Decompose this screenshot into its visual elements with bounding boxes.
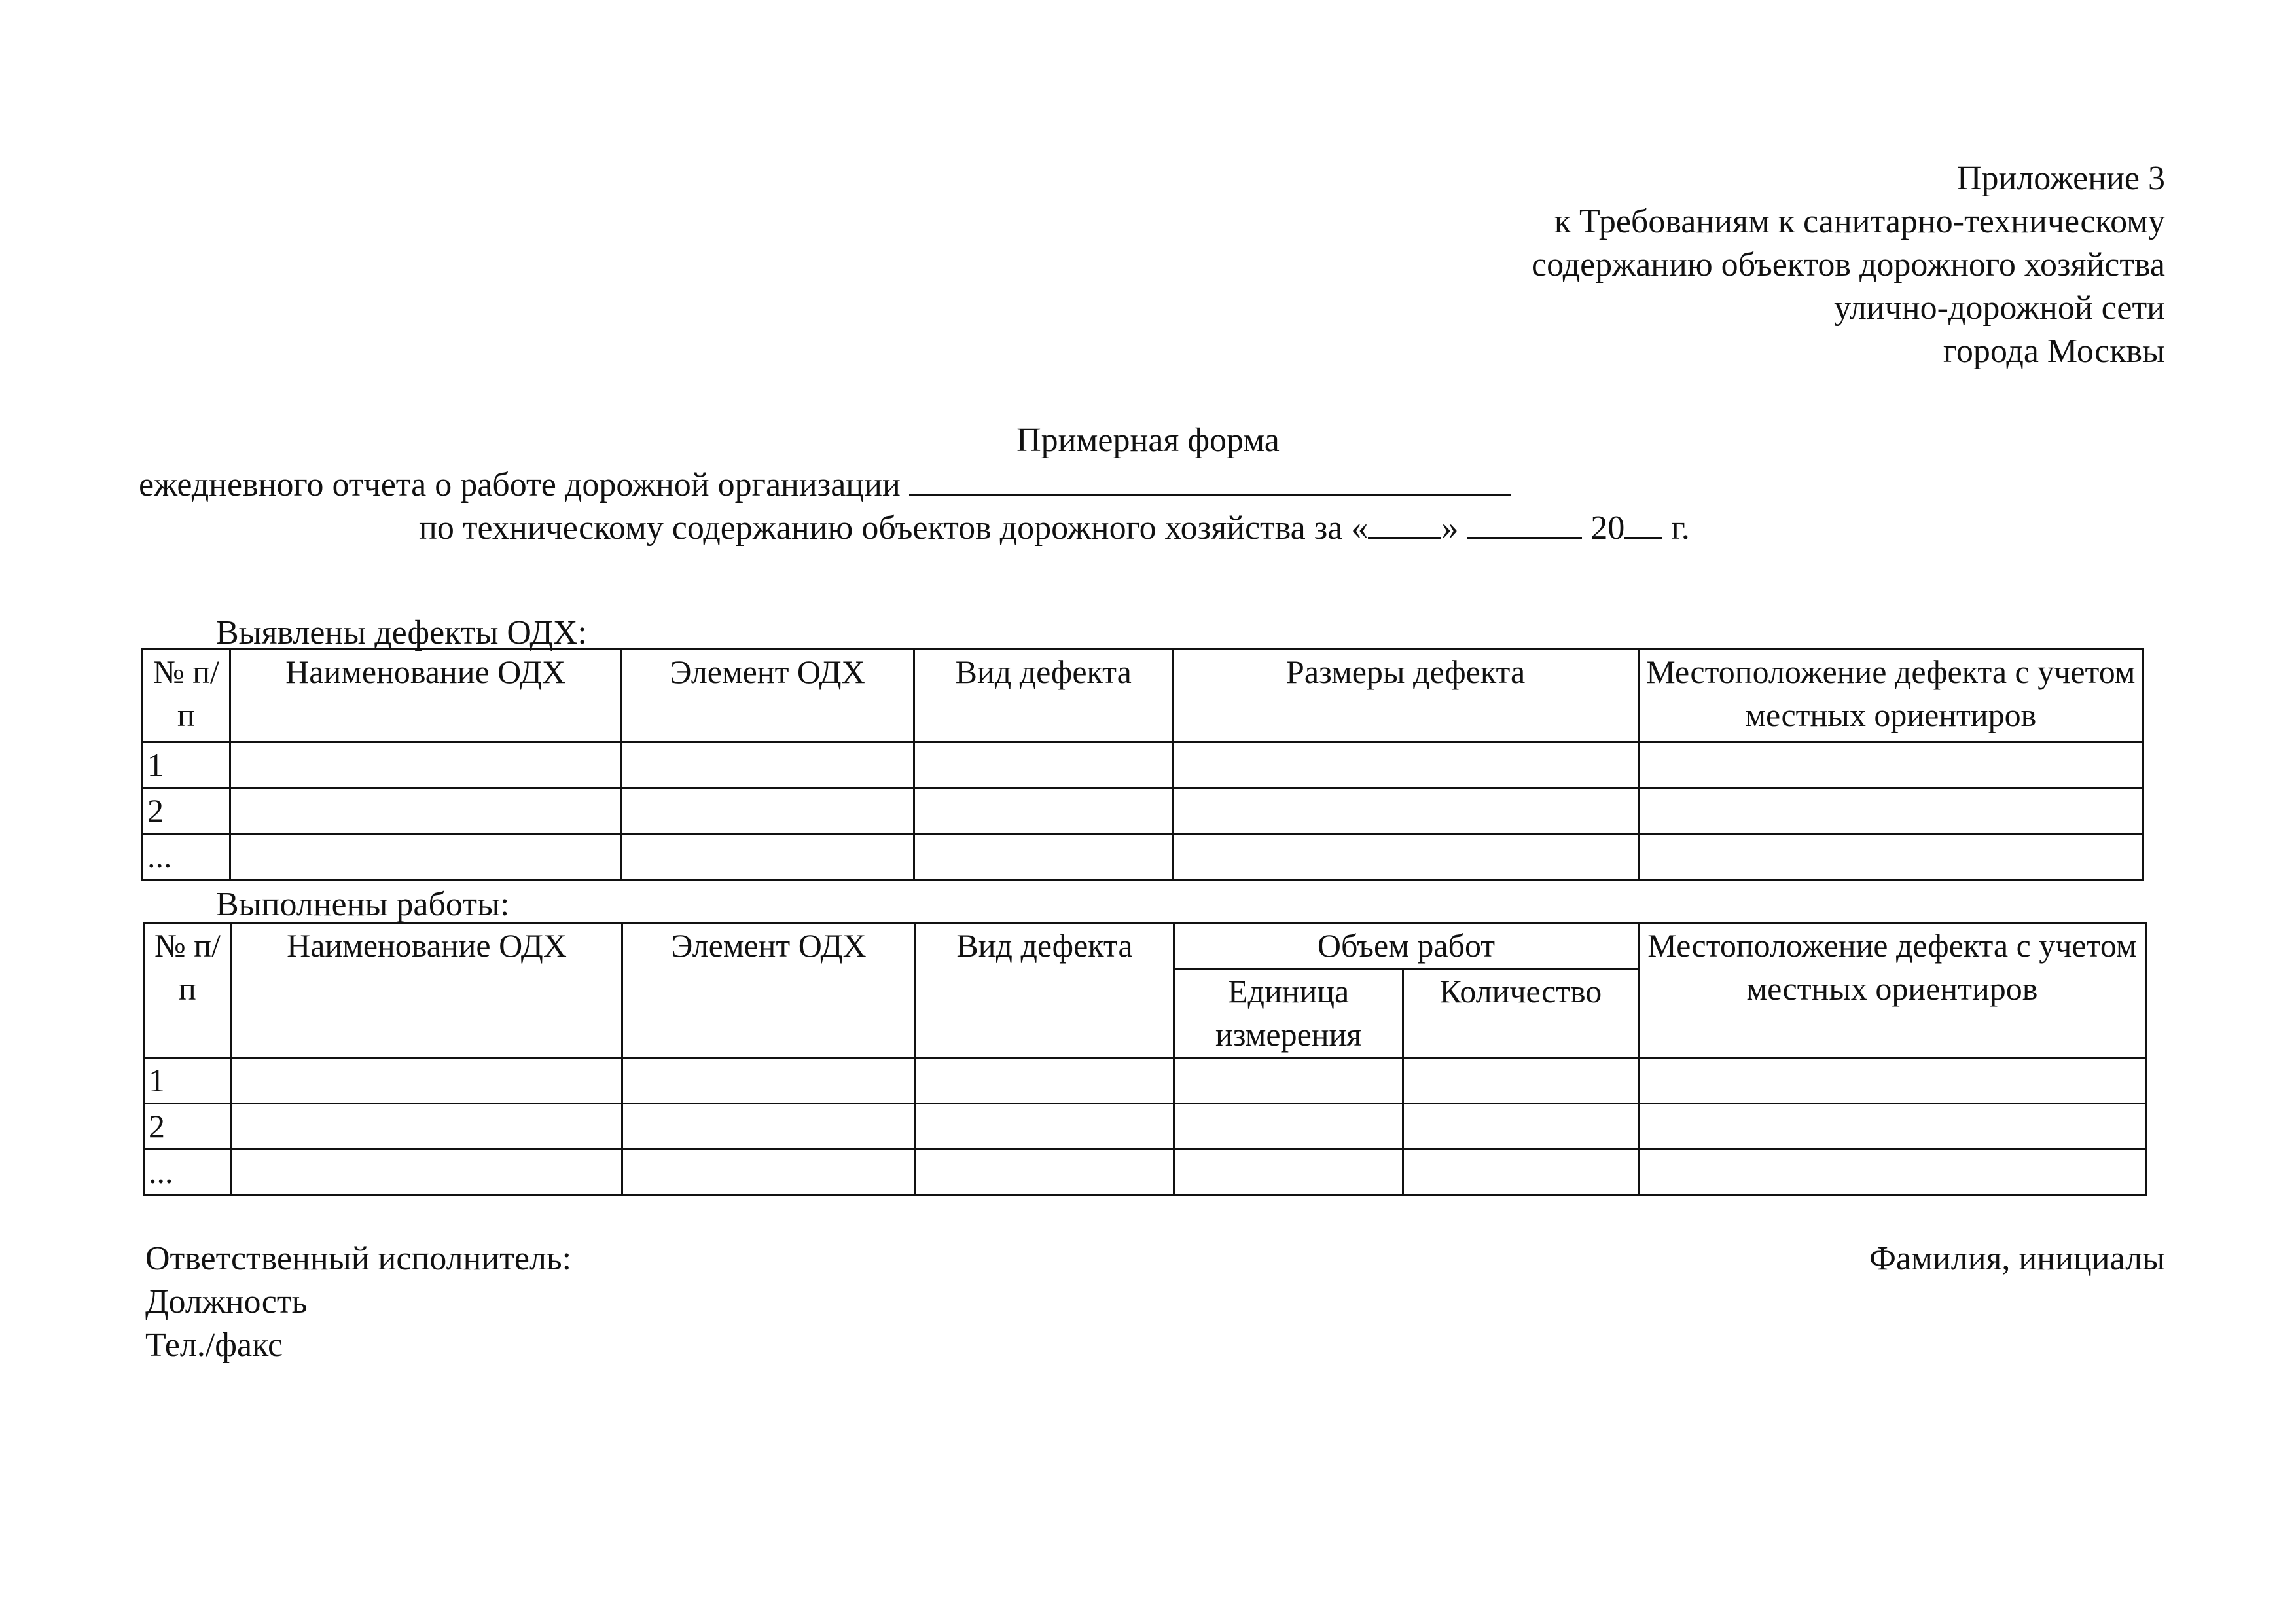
row-number: 1 — [144, 1058, 232, 1104]
signature-block — [145, 1237, 571, 1367]
year-prefix: 20 — [1590, 509, 1625, 547]
table-cell[interactable] — [621, 742, 914, 788]
table-cell[interactable] — [1173, 834, 1638, 880]
table-cell[interactable] — [1173, 742, 1638, 788]
column-header-unit: Единица измерения — [1174, 969, 1403, 1058]
table-cell[interactable] — [622, 1104, 915, 1150]
table-cell[interactable] — [914, 742, 1173, 788]
table-header-row — [144, 923, 2146, 969]
table-cell[interactable] — [231, 1104, 622, 1150]
row-number: 2 — [144, 1104, 232, 1150]
table-row — [143, 742, 2144, 788]
column-header-location: Местоположение дефекта с учетом местных ориентиров — [1638, 649, 2143, 742]
table-cell[interactable] — [1638, 742, 2143, 788]
appendix-ref-line: содержанию объектов дорожного хозяйства — [1532, 246, 2165, 283]
table-cell[interactable] — [915, 1104, 1174, 1150]
column-header-odh-element: Элемент ОДХ — [621, 649, 914, 742]
day-blank-field[interactable] — [1368, 505, 1441, 539]
position-label: Должность — [145, 1283, 308, 1321]
appendix-ref-line: к Требованиям к санитарно-техническому — [1554, 203, 2165, 240]
table-row — [143, 788, 2144, 834]
appendix-header — [1532, 157, 2165, 373]
works-table — [143, 922, 2147, 1196]
defects-table — [141, 648, 2144, 881]
row-number: ... — [143, 834, 230, 880]
table-cell[interactable] — [915, 1058, 1174, 1104]
name-initials-label: Фамилия, инициалы — [1869, 1240, 2165, 1277]
table-cell[interactable] — [1403, 1104, 1639, 1150]
column-header-defect-type: Вид дефекта — [915, 923, 1174, 1058]
table-cell[interactable] — [1638, 834, 2143, 880]
table-row — [144, 1104, 2146, 1150]
table-cell[interactable] — [914, 834, 1173, 880]
table-cell[interactable] — [230, 788, 621, 834]
appendix-ref-line: города Москвы — [1943, 333, 2165, 370]
table-cell[interactable] — [1403, 1150, 1639, 1195]
table-cell[interactable] — [1403, 1058, 1639, 1104]
table-cell[interactable] — [231, 1058, 622, 1104]
table-cell[interactable] — [1174, 1058, 1403, 1104]
form-title-text: ежедневного отчета о работе дорожной организации — [139, 466, 901, 503]
form-title-text: по техническому содержанию объектов дорожного хозяйства за « — [419, 509, 1369, 547]
form-title — [0, 419, 2296, 547]
form-title-line-2 — [419, 505, 1690, 550]
row-number: ... — [144, 1150, 232, 1195]
column-header-odh-name: Наименование ОДХ — [230, 649, 621, 742]
form-title-line-1 — [139, 462, 1511, 507]
table-cell[interactable] — [914, 788, 1173, 834]
responsible-label: Ответственный исполнитель: — [145, 1240, 572, 1277]
appendix-ref-line: улично-дорожной сети — [1834, 289, 2165, 327]
column-header-quantity: Количество — [1403, 969, 1639, 1058]
table-cell[interactable] — [1638, 788, 2143, 834]
phone-fax-label: Тел./факс — [145, 1326, 283, 1364]
table-row — [143, 834, 2144, 880]
organization-blank-field[interactable] — [909, 462, 1511, 496]
table-cell[interactable] — [1638, 1104, 2145, 1150]
table-cell[interactable] — [622, 1150, 915, 1195]
table-cell[interactable] — [1638, 1058, 2145, 1104]
table-cell[interactable] — [622, 1058, 915, 1104]
column-header-work-volume: Объем работ — [1174, 923, 1639, 969]
table-cell[interactable] — [1174, 1150, 1403, 1195]
table-cell[interactable] — [230, 742, 621, 788]
table-cell[interactable] — [1173, 788, 1638, 834]
form-heading: Примерная форма — [1016, 422, 1280, 459]
column-header-number: № п/п — [143, 649, 230, 742]
works-section-label: Выполнены работы: — [216, 886, 510, 923]
year-blank-field[interactable] — [1624, 505, 1662, 539]
month-blank-field[interactable] — [1467, 505, 1582, 539]
column-header-odh-element: Элемент ОДХ — [622, 923, 915, 1058]
column-header-defect-size: Размеры дефекта — [1173, 649, 1638, 742]
year-suffix: г. — [1671, 509, 1690, 547]
table-row — [144, 1058, 2146, 1104]
table-cell[interactable] — [915, 1150, 1174, 1195]
table-cell[interactable] — [231, 1150, 622, 1195]
column-header-odh-name: Наименование ОДХ — [231, 923, 622, 1058]
column-header-number: № п/п — [144, 923, 232, 1058]
table-row — [144, 1150, 2146, 1195]
table-header-row — [143, 649, 2144, 742]
appendix-number: Приложение 3 — [1956, 160, 2165, 197]
defects-section-label: Выявлены дефекты ОДХ: — [216, 614, 587, 651]
table-cell[interactable] — [230, 834, 621, 880]
row-number: 2 — [143, 788, 230, 834]
table-cell[interactable] — [621, 834, 914, 880]
row-number: 1 — [143, 742, 230, 788]
table-cell[interactable] — [621, 788, 914, 834]
table-cell[interactable] — [1174, 1104, 1403, 1150]
quote-close: » — [1441, 509, 1459, 547]
column-header-location: Местоположение дефекта с учетом местных ориентиров — [1638, 923, 2145, 1058]
column-header-defect-type: Вид дефекта — [914, 649, 1173, 742]
table-cell[interactable] — [1638, 1150, 2145, 1195]
